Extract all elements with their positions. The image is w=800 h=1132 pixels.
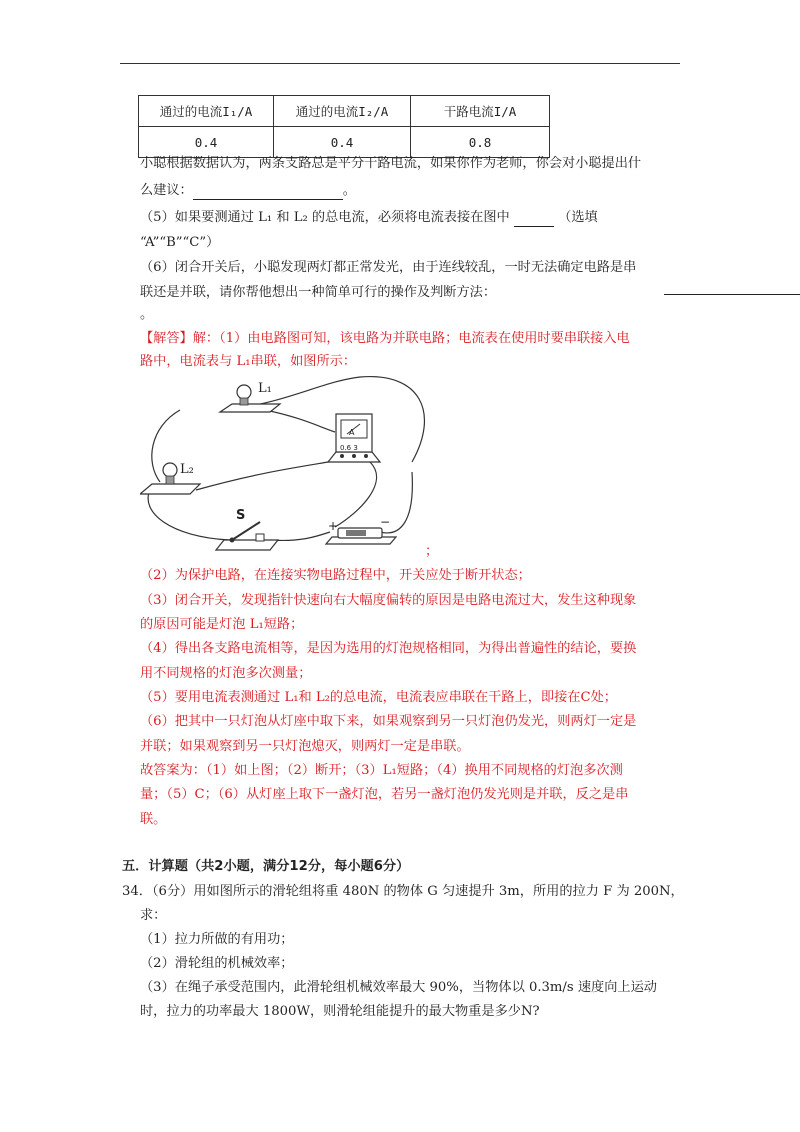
question-text <box>140 284 496 302</box>
question-text: 么建议： <box>140 183 193 198</box>
question-text: 34．（6分）用如图所示的滑轮组将重 480N 的物体 G 匀速提升 3m，所用的拉力 F 为 200N， <box>122 884 684 899</box>
switch-S <box>216 522 278 550</box>
answer-text: （3）闭合开关，发现指针快速向右大幅度偏转的原因是电路电流过大，发生这种现象 <box>140 593 637 608</box>
question-text: 求： <box>140 908 167 923</box>
question-text: “A”“B”“C”） <box>140 235 220 250</box>
label-ammeter: A <box>349 428 355 437</box>
answer-text: 的原因可能是灯泡 L₁短路； <box>140 617 304 632</box>
circuit-diagram <box>140 372 430 560</box>
answer-text: 路中，电流表与 L₁串联，如图所示： <box>140 354 357 369</box>
ammeter <box>328 414 380 462</box>
answer-text: （2）为保护电路，在连接实物电路过程中，开关应处于断开状态； <box>140 568 531 583</box>
wire <box>226 377 424 462</box>
question-text: 小聪根据数据认为，两条支路总是平分干路电流，如果你作为老师，你会对小聪提出什 <box>140 156 642 171</box>
label-S: S <box>236 508 246 523</box>
table-cell: 0.4 <box>139 127 274 158</box>
wire <box>148 490 230 540</box>
table-cell: 0.8 <box>411 127 550 158</box>
question-text: 。 <box>342 183 356 198</box>
question-text: （1）拉力所做的有用功； <box>140 932 294 947</box>
wire <box>196 460 340 490</box>
table-cell: 0.4 <box>274 127 411 158</box>
answer-blank[interactable] <box>514 212 554 227</box>
table-header-cell: 通过的电流I₁/A <box>139 96 274 127</box>
question-text: （2）滑轮组的机械效率； <box>140 956 294 971</box>
label-minus: − <box>380 515 391 529</box>
question-text <box>140 182 356 200</box>
answer-text: 联。 <box>140 812 167 827</box>
label-L1: L₁ <box>258 381 272 396</box>
question-text: （6）闭合开关后，小聪发现两灯都正常发光，由于连线较乱，一时无法确定电路是串 <box>140 260 637 275</box>
answer-text: 故答案为：（1）如上图；（2）断开；（3）L₁短路；（4）换用不同规格的灯泡多次测 <box>140 763 623 778</box>
answer-text: （6）把其中一只灯泡从灯座中取下来，如果观察到另一只灯泡仍发光，则两灯一定是 <box>140 714 637 729</box>
question-text: （3）在绳子承受范围内，此滑轮组机械效率最大 90%，当物体以 0.3m/s 速度向上运动 <box>140 980 657 995</box>
answer-text: 用不同规格的灯泡多次测量； <box>140 666 312 681</box>
label-meter-scale: 0.6 3 <box>340 444 358 452</box>
label-L2: L₂ <box>180 462 194 477</box>
wire <box>265 410 335 432</box>
question-text <box>140 209 598 227</box>
question-text: （5）如果要测通过 L₁ 和 L₂ 的总电流，必须将电流表接在图中 <box>140 210 510 225</box>
question-text: 。 <box>140 307 154 322</box>
label-plus: + <box>328 519 339 533</box>
answer-text: ； <box>425 544 439 559</box>
answer-blank[interactable] <box>664 280 800 295</box>
answer-text: 量；（5）C；（6）从灯座上取下一盏灯泡，若另一盏灯泡仍发光则是并联，反之是串 <box>140 787 629 802</box>
question-text: （选填 <box>558 210 598 225</box>
table-header-cell: 干路电流I/A <box>411 96 550 127</box>
question-text: 联还是并联，请你帮他想出一种简单可行的操作及判断方法： <box>140 285 497 300</box>
section-heading: 五．计算题（共2小题，满分12分，每小题6分） <box>122 859 410 874</box>
answer-text: （4）得出各支路电流相等，是因为选用的灯泡规格相同，为得出普遍性的结论，要换 <box>140 641 637 656</box>
answer-text: 并联；如果观察到另一只灯泡熄灭，则两灯一定是串联。 <box>140 739 470 754</box>
answer-blank[interactable] <box>193 185 343 200</box>
answer-text: 【解答】解：（1）由电路图可知，该电路为并联电路；电流表在使用时要串联接入电 <box>140 331 630 346</box>
table-header-cell: 通过的电流I₂/A <box>274 96 411 127</box>
wire <box>335 462 377 527</box>
answer-text: （5）要用电流表测通过 L₁和 L₂的总电流，电流表应串联在干路上，即接在C处； <box>140 690 617 705</box>
wire <box>270 532 330 540</box>
question-text: 时，拉力的功率最大 1800W，则滑轮组能提升的最大物重是多少N? <box>140 1004 540 1019</box>
